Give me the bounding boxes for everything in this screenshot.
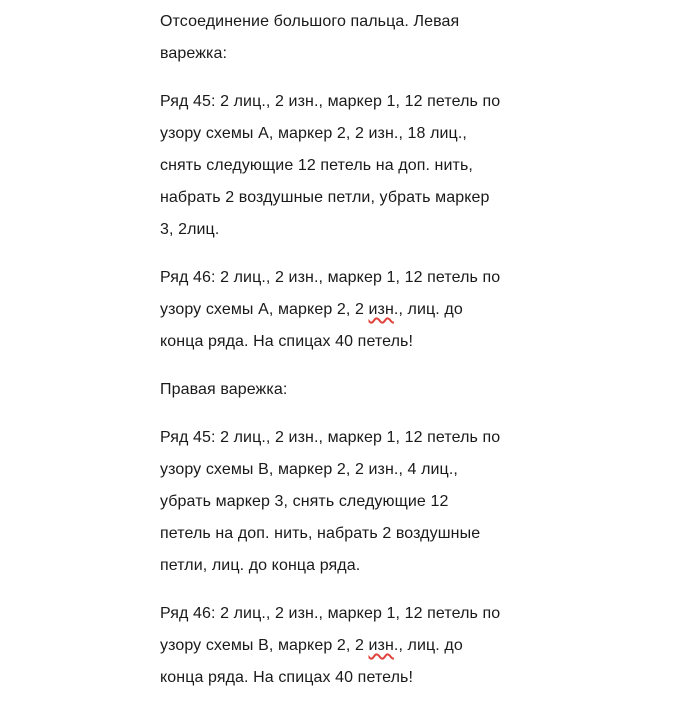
text-line: снять следующие 12 петель на доп. нить, [160,157,473,174]
text-line: петли, лиц. до конца ряда. [160,557,361,574]
text-line: убрать маркер 3, снять следующие 12 [160,493,449,510]
text-segment: ., лиц. до [393,301,463,318]
text-line: узору схемы В, маркер 2, 2 изн., 4 лиц., [160,461,458,478]
text-line: Ряд 45: 2 лиц., 2 изн., маркер 1, 12 петель по [160,429,501,446]
text-line: Ряд 46: 2 лиц., 2 изн., маркер 1, 12 петель по [160,269,501,286]
spellcheck-marked-word: изн [368,301,394,318]
text-segment: узору схемы В, маркер 2, 2 [160,637,369,654]
text-line: Правая варежка: [160,381,288,398]
text-line [160,294,580,326]
text-line: 3, 2лиц. [160,221,220,238]
right-row-45-paragraph [160,422,580,582]
right-row-46-paragraph [160,598,580,694]
left-row-46-paragraph [160,262,580,358]
text-line: Ряд 45: 2 лиц., 2 изн., маркер 1, 12 петель по [160,93,501,110]
spellcheck-marked-word: изн [368,637,394,654]
text-line: конца ряда. На спицах 40 петель! [160,669,414,686]
text-line: набрать 2 воздушные петли, убрать маркер [160,189,490,206]
heading-left-mitten [160,6,580,70]
text-segment: узору схемы А, маркер 2, 2 [160,301,369,318]
text-segment: ., лиц. до [393,637,463,654]
heading-right-mitten [160,374,580,406]
text-line: петель на доп. нить, набрать 2 воздушные [160,525,481,542]
text-line: варежка: [160,45,228,62]
document-body [160,6,580,710]
left-row-45-paragraph [160,86,580,246]
text-line: конца ряда. На спицах 40 петель! [160,333,414,350]
text-line: узору схемы А, маркер 2, 2 изн., 18 лиц., [160,125,467,142]
text-line: Отсоединение большого пальца. Левая [160,13,460,30]
text-line [160,630,580,662]
text-line: Ряд 46: 2 лиц., 2 изн., маркер 1, 12 петель по [160,605,501,622]
